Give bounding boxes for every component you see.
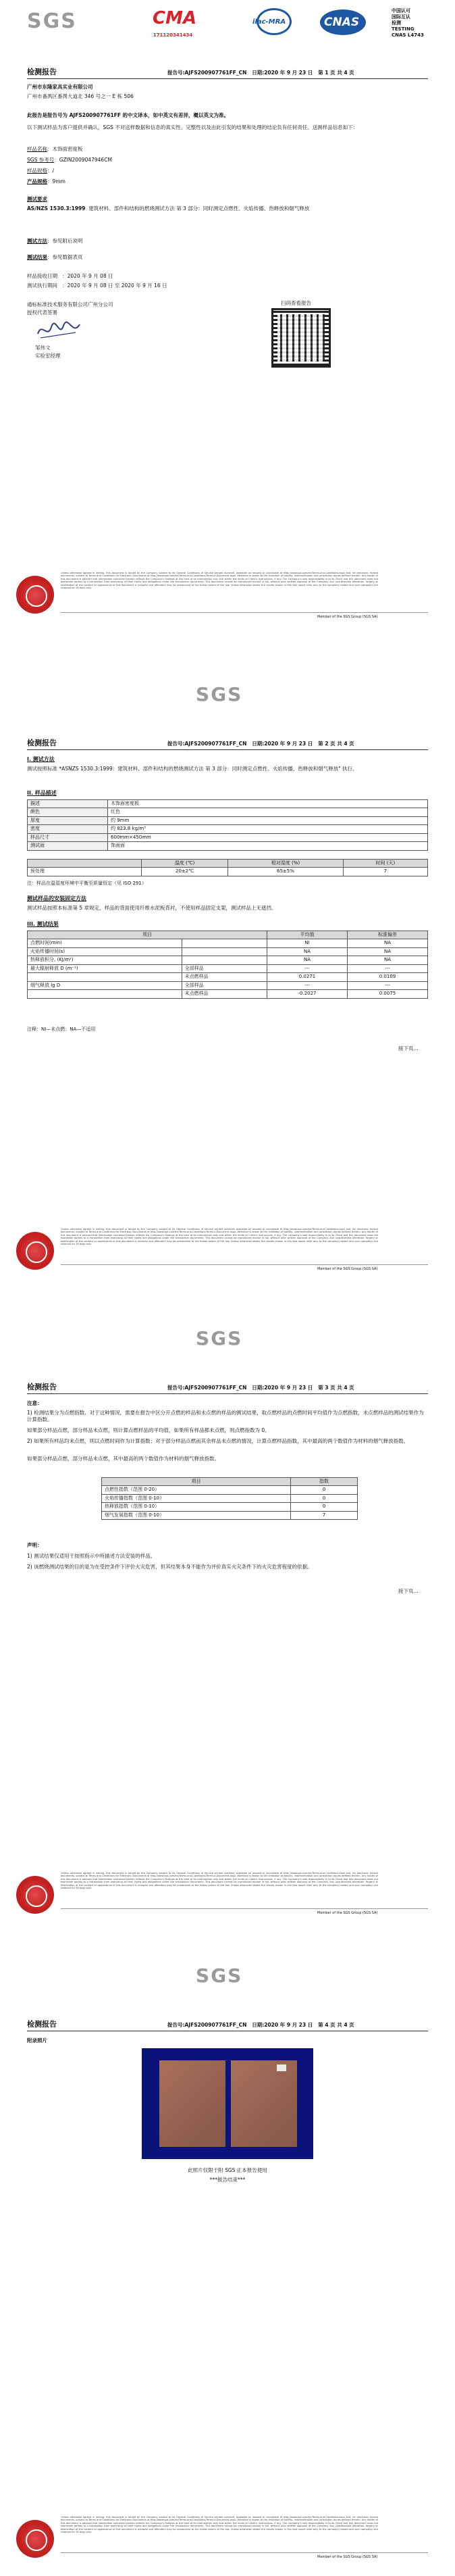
index-value: 7 bbox=[291, 1511, 358, 1519]
report-number: AJFS200907761FF_CN bbox=[184, 741, 247, 747]
result-std: --- bbox=[348, 964, 428, 972]
table-row bbox=[28, 939, 428, 947]
sgs-seal-icon bbox=[16, 1876, 54, 1914]
test-results-table bbox=[27, 931, 428, 999]
note-2b: 如果部分样品点燃，部分样品未点燃，其中最高的两个数值作为材料的烟气释放指数。 bbox=[27, 1456, 219, 1462]
sgs-seal-icon bbox=[16, 2520, 54, 2558]
sample-photo bbox=[231, 2060, 297, 2147]
table-row bbox=[102, 1503, 358, 1511]
sample-photo-frame bbox=[142, 2048, 313, 2159]
result-mean: -0.2027 bbox=[267, 990, 348, 998]
report-header-meta: 报告号:AJFS200907761FF_CN 日期:2020 年 9 月 23 日 第 4 页 共 4 页 bbox=[167, 2022, 354, 2028]
result-subitem bbox=[182, 956, 267, 964]
cma-logo bbox=[149, 7, 197, 43]
result-subitem: 全部样品 bbox=[182, 981, 267, 989]
report-number: AJFS200907761FF_CN bbox=[184, 1385, 247, 1391]
report-title: 检测报告 bbox=[27, 739, 57, 747]
conditioning-table bbox=[27, 859, 428, 876]
photo-caption: 此照片仅限于附 SGS 正本报告使用 bbox=[188, 2167, 267, 2173]
authorized-signature-label: 授权代表签署 bbox=[27, 309, 57, 316]
result-subitem: 全部样品 bbox=[182, 964, 267, 972]
footer-disclaimer: Unless otherwise agreed in writing, this document is issued by the Company subject to its General Conditions of Service printed overleaf, available on request or accessible at http://www.sgs.com/en/Terms-and-Conditions.aspx and, for electronic format documents, subject to Terms and Conditions for Electronic Documents at http://www.sgs.com/en/Terms-and-Conditions/Terms-e-Document.aspx. Attention is drawn to the limitation of liability, indemnification and jurisdiction issues defined therein. Any holder of this document is advised that information contained hereon reflects the Company's findings at the time of its intervention only and within the limits of Client's instructions, if any. The Company's sole responsibility is to its Client and this document does not exonerate parties to a transaction from exercising all their rights and obligations under the transaction documents. This document cannot be reproduced except in full, without prior written approval of the Company. Any unauthorized alteration, forgery or falsification of the content or appearance of this document is unlawful and offenders may be prosecuted to the fullest extent of the law. Unless otherwise stated the results shown in this test report refer only to the sample(s) tested and such sample(s) are retained for 30 days only. bbox=[61, 2516, 378, 2534]
desc-key: 厚度 bbox=[28, 816, 108, 824]
report-page-1 bbox=[0, 0, 455, 644]
qr-code-icon bbox=[271, 308, 331, 368]
index-value: 0 bbox=[291, 1503, 358, 1511]
page-indicator: 第 4 页 共 4 页 bbox=[318, 2022, 354, 2028]
result-item: 热释放积分, (KJ/m²) bbox=[28, 956, 182, 964]
table-row bbox=[102, 1511, 358, 1519]
section-mounting: 测试样品的安装固定方法 bbox=[27, 895, 86, 901]
note-2: 2) 如果所有样品均未点燃，则以点燃时间作为计算指数；对于部分样品点燃而其余样品未点燃的情况，计算点燃样品指数，其中最高的两个数值作为材料的烟气释放指数。 bbox=[27, 1438, 409, 1444]
result-mean: NA bbox=[267, 947, 348, 956]
report-title: 检测报告 bbox=[27, 1383, 57, 1391]
footer-disclaimer: Unless otherwise agreed in writing, this document is issued by the Company subject to its General Conditions of Service printed overleaf, available on request or accessible at http://www.sgs.com/en/Terms-and-Conditions.aspx and, for electronic format documents, subject to Terms and Conditions for Electronic Documents at http://www.sgs.com/en/Terms-and-Conditions/Terms-e-Document.aspx. Attention is drawn to the limitation of liability, indemnification and jurisdiction issues defined therein. Any holder of this document is advised that information contained hereon reflects the Company's findings at the time of its intervention only and within the limits of Client's instructions, if any. The Company's sole responsibility is to its Client and this document does not exonerate parties to a transaction from exercising all their rights and obligations under the transaction documents. This document cannot be reproduced except in full, without prior written approval of the Company. Any unauthorized alteration, forgery or falsification of the content or appearance of this document is unlawful and offenders may be prosecuted to the fullest extent of the law. Unless otherwise stated the results shown in this test report refer only to the sample(s) tested and such sample(s) are retained for 30 days only. bbox=[61, 1872, 378, 1890]
mounting-text: 测试样品按照本标准第 5 章规定，样品的背面使用纤维水泥板背衬，不使用样品固定支架，测试样品上无遮挡。 bbox=[27, 905, 277, 911]
result-subitem: 未点燃样品 bbox=[182, 973, 267, 981]
results-note: 注释：NI—未点燃；NA—不适用 bbox=[27, 1026, 96, 1032]
report-header-meta: 报告号:AJFS200907761FF_CN 日期:2020 年 9 月 23 日 第 3 页 共 4 页 bbox=[167, 1385, 354, 1391]
cnas-logo: CNAS bbox=[317, 7, 371, 43]
client-address: 广州市番禺区番禺大道北 346 号之一 E 栋 506 bbox=[27, 93, 134, 99]
sgs-seal-icon bbox=[16, 576, 54, 614]
table-row bbox=[28, 981, 428, 989]
sgs-logo: SGS bbox=[196, 683, 243, 705]
ilac-mra-logo: ilac-MRA bbox=[251, 8, 294, 42]
table-row bbox=[102, 1494, 358, 1502]
table-row bbox=[28, 800, 428, 808]
test-period-row: 测试执行期间 ：2020 年 9 月 08 日 至 2020 年 9 月 16 日 bbox=[27, 282, 167, 289]
results-header: 平均值 bbox=[267, 931, 348, 939]
cnas-accreditation-text: 中国认可 国际互认 检测 TESTING CNAS L4743 bbox=[392, 8, 424, 39]
result-subitem: 未点燃样品 bbox=[182, 990, 267, 998]
table-row bbox=[28, 990, 428, 998]
signer-name: 邹伟文 bbox=[35, 345, 51, 351]
cond-cell: 预处理 bbox=[28, 868, 142, 876]
desc-value: 饰面面 bbox=[108, 842, 428, 850]
result-item bbox=[28, 973, 182, 981]
translation-note: 此报告是报告号为 AJFS200907761FF 的中文译本，如中英文有差异，概以英文为准。 bbox=[27, 112, 230, 118]
report-date: 2020 年 9 月 23 日 bbox=[264, 741, 313, 747]
page-indicator: 第 1 页 共 4 页 bbox=[318, 70, 354, 76]
remarks-heading: 声明： bbox=[27, 1542, 43, 1548]
result-subitem bbox=[182, 947, 267, 956]
result-std: 0.0075 bbox=[348, 990, 428, 998]
report-number: AJFS200907761FF_CN bbox=[184, 2022, 247, 2028]
results-header: 项目 bbox=[28, 931, 267, 939]
product-spec-row: 产品规格：9mm bbox=[27, 178, 65, 184]
signer-title: 实验室经理 bbox=[35, 353, 61, 359]
report-header-meta: 报告号:AJFS200907761FF_CN 日期:2020 年 9 月 23 日 第 2 页 共 4 页 bbox=[167, 741, 354, 747]
continued-label: 接下页... bbox=[398, 1045, 419, 1051]
result-mean: NA bbox=[267, 956, 348, 964]
result-mean: NI bbox=[267, 939, 348, 947]
footer-member: Member of the SGS Group (SGS SA) bbox=[317, 2555, 378, 2559]
sample-photo bbox=[159, 2060, 225, 2147]
section-test-method: I. 测试方法 bbox=[27, 756, 55, 762]
appendix-photo-label: 附录照片 bbox=[27, 2037, 47, 2044]
result-mean: --- bbox=[267, 964, 348, 972]
report-header-meta: 报告号:AJFS200907761FF_CN 日期:2020 年 9 月 23 日 第 1 页 共 4 页 bbox=[167, 70, 354, 76]
result-std: 0.0109 bbox=[348, 973, 428, 981]
desc-key: 样品尺寸 bbox=[28, 833, 108, 841]
result-item: 最大辐射释放 D (m⁻¹) bbox=[28, 964, 182, 972]
result-std: NA bbox=[348, 939, 428, 947]
remark-1: 1) 测试结果仅适用于按照指示中所描述方法安装的样品。 bbox=[27, 1553, 156, 1559]
signing-organization: 通标标准技术服务有限公司广州分公司 bbox=[27, 301, 113, 307]
desc-key: 描述 bbox=[28, 800, 108, 808]
desc-key: 测试面 bbox=[28, 842, 108, 850]
index-item: 火焰传播指数（范围 0-10） bbox=[102, 1494, 291, 1502]
cma-number: 171120341434 bbox=[153, 32, 193, 38]
conditioning-note: 注：样品在温湿度环境中平衡至质量恒定（见 ISO 291） bbox=[27, 881, 146, 886]
desc-value: 600mm×450mm bbox=[108, 833, 428, 841]
signature-icon bbox=[35, 319, 82, 342]
desc-value: 约 823.8 kg/m³ bbox=[108, 825, 428, 833]
report-page-2 bbox=[0, 644, 455, 1288]
table-row bbox=[28, 842, 428, 850]
desc-value: 木饰面密度板 bbox=[108, 800, 428, 808]
index-value: 0 bbox=[291, 1486, 358, 1494]
cond-cell: 65±5% bbox=[228, 868, 344, 876]
qr-caption: 扫码查看报告 bbox=[281, 300, 311, 306]
page-indicator: 第 2 页 共 4 页 bbox=[318, 741, 354, 747]
sgs-seal-icon bbox=[16, 1232, 54, 1270]
test-method-row: 测试方法：参见附后说明 bbox=[27, 238, 83, 244]
result-item: 点燃时间(min) bbox=[28, 939, 182, 947]
cond-cell: 7 bbox=[343, 868, 427, 876]
table-row bbox=[28, 808, 428, 816]
result-item bbox=[28, 990, 182, 998]
table-row bbox=[28, 973, 428, 981]
note-1b: 如果部分样品点燃，部分样品未点燃，则计算点燃样品的平均值，如果所有样品都未点燃，则点燃指数为 0。 bbox=[27, 1427, 270, 1433]
index-item: 点燃性指数（范围 0-20） bbox=[102, 1486, 291, 1494]
table-row bbox=[102, 1486, 358, 1494]
page-indicator: 第 3 页 共 4 页 bbox=[318, 1385, 354, 1391]
note-1: 1) 检测结果分为点燃指数、对于这种情况，需要在报告中区分开点燃的样品和未点燃的样品的测试结果，取点燃样品的点燃时间平均值作为点燃指数，未点燃样品的测试结果作为计算指数。 bbox=[27, 1410, 424, 1423]
cma-mark: CMA bbox=[153, 8, 197, 28]
footer-member: Member of the SGS Group (SGS SA) bbox=[317, 1267, 378, 1271]
report-number: AJFS200907761FF_CN bbox=[184, 70, 247, 76]
section-test-results: III. 测试结果 bbox=[27, 921, 59, 927]
client-company: 广州市东隆家具实业有限公司 bbox=[27, 84, 93, 90]
result-subitem bbox=[182, 939, 267, 947]
sgs-logo: SGS bbox=[196, 1964, 243, 1987]
sample-name-row: 样品名称：木饰面密度板 bbox=[27, 146, 83, 152]
report-date: 2020 年 9 月 23 日 bbox=[264, 1385, 313, 1391]
index-header: 项目 bbox=[102, 1478, 291, 1486]
table-row bbox=[28, 816, 428, 824]
table-row bbox=[28, 833, 428, 841]
report-date: 2020 年 9 月 23 日 bbox=[264, 2022, 313, 2028]
table-row bbox=[28, 947, 428, 956]
report-title: 检测报告 bbox=[27, 68, 57, 76]
table-row bbox=[28, 825, 428, 833]
table-row bbox=[28, 964, 428, 972]
result-std: --- bbox=[348, 981, 428, 989]
result-item: 烟气释放 lg D bbox=[28, 981, 182, 989]
sgs-logo: SGS bbox=[27, 9, 77, 33]
sample-disclaimer: 以下测试样品为客户提供并确认，SGS 不对送样数据和信息的真实性、完整性以及由此引发的结果和处理的结论负有任何责任。送测样品信息如下： bbox=[27, 124, 358, 130]
cond-header bbox=[28, 860, 142, 868]
footer-disclaimer: Unless otherwise agreed in writing, this document is issued by the Company subject to its General Conditions of Service printed overleaf, available on request or accessible at http://www.sgs.com/en/Terms-and-Conditions.aspx and, for electronic format documents, subject to Terms and Conditions for Electronic Documents at http://www.sgs.com/en/Terms-and-Conditions/Terms-e-Document.aspx. Attention is drawn to the limitation of liability, indemnification and jurisdiction issues defined therein. Any holder of this document is advised that information contained hereon reflects the Company's findings at the time of its intervention only and within the limits of Client's instructions, if any. The Company's sole responsibility is to its Client and this document does not exonerate parties to a transaction from exercising all their rights and obligations under the transaction documents. This document cannot be reproduced except in full, without prior written approval of the Company. Any unauthorized alteration, forgery or falsification of the content or appearance of this document is unlawful and offenders may be prosecuted to the fullest extent of the law. Unless otherwise stated the results shown in this test report refer only to the sample(s) tested and such sample(s) are retained for 30 days only. bbox=[61, 572, 378, 590]
result-mean: 0.0271 bbox=[267, 973, 348, 981]
table-row bbox=[28, 956, 428, 964]
footer-member: Member of the SGS Group (SGS SA) bbox=[317, 1911, 378, 1915]
index-item: 烟气发展指数（范围 0-10） bbox=[102, 1511, 291, 1519]
test-method-text: 测试按照标准 *ASNZS 1530.3:1999：建筑材料、部件和结构的燃烧测试方法 第 3 部分：同时测定点燃性、火焰传播、热释放和烟气释放" 执行。 bbox=[27, 766, 358, 772]
index-header: 指数 bbox=[291, 1478, 358, 1486]
report-date: 2020 年 9 月 23 日 bbox=[264, 70, 313, 76]
continued-label: 接下页... bbox=[398, 1588, 419, 1594]
result-std: NA bbox=[348, 947, 428, 956]
receive-date-row: 样品接收日期 ：2020 年 9 月 08 日 bbox=[27, 273, 113, 279]
notes-heading: 注意： bbox=[27, 1400, 43, 1406]
desc-key: 密度 bbox=[28, 825, 108, 833]
sgs-logo: SGS bbox=[196, 1327, 243, 1349]
report-page-4 bbox=[0, 1932, 455, 2576]
remark-2: 2) 该燃烧测试结果的目的是为在受控条件下评价火灾危害，但其结果本身不能作为评价真实火灾条件下的火灾危害程度的依据。 bbox=[27, 1564, 313, 1570]
report-page-3 bbox=[0, 1288, 455, 1932]
index-table bbox=[101, 1477, 358, 1520]
cond-header: 相对湿度 (%) bbox=[228, 860, 344, 868]
result-std: NA bbox=[348, 956, 428, 964]
index-value: 0 bbox=[291, 1494, 358, 1502]
cond-header: 时间 (天) bbox=[343, 860, 427, 868]
result-item: 火焰传播时间(s) bbox=[28, 947, 182, 956]
sample-spec-row: 样品规格：/ bbox=[27, 168, 55, 174]
test-result-row: 测试结果：参见数据表页 bbox=[27, 254, 83, 260]
desc-key: 颜色 bbox=[28, 808, 108, 816]
result-mean: --- bbox=[267, 981, 348, 989]
cond-header: 温度 (℃) bbox=[142, 860, 228, 868]
section-sample-description: II. 样品描述 bbox=[27, 790, 57, 796]
desc-value: 约 9mm bbox=[108, 816, 428, 824]
index-item: 热释放指数（范围 0-10） bbox=[102, 1503, 291, 1511]
test-requirement: AS/NZS 1530.3:1999 建筑材料、部件和结构的燃烧测试方法 第 3 部分：同时测定点燃性、火焰传播、热释放和烟气释放 bbox=[27, 205, 310, 212]
sample-description-table bbox=[27, 799, 428, 851]
report-title: 检测报告 bbox=[27, 2020, 57, 2029]
footer-disclaimer: Unless otherwise agreed in writing, this document is issued by the Company subject to its General Conditions of Service printed overleaf, available on request or accessible at http://www.sgs.com/en/Terms-and-Conditions.aspx and, for electronic format documents, subject to Terms and Conditions for Electronic Documents at http://www.sgs.com/en/Terms-and-Conditions/Terms-e-Document.aspx. Attention is drawn to the limitation of liability, indemnification and jurisdiction issues defined therein. Any holder of this document is advised that information contained hereon reflects the Company's findings at the time of its intervention only and within the limits of Client's instructions, if any. The Company's sole responsibility is to its Client and this document does not exonerate parties to a transaction from exercising all their rights and obligations under the transaction documents. This document cannot be reproduced except in full, without prior written approval of the Company. Any unauthorized alteration, forgery or falsification of the content or appearance of this document is unlawful and offenders may be prosecuted to the fullest extent of the law. Unless otherwise stated the results shown in this test report refer only to the sample(s) tested and such sample(s) are retained for 30 days only. bbox=[61, 1228, 378, 1246]
report-end: ***报告结束*** bbox=[209, 2177, 246, 2183]
results-header: 标准偏差 bbox=[348, 931, 428, 939]
sgs-ref-row: SGS 参考号：GZIN2009047946CM bbox=[27, 157, 112, 163]
footer-member: Member of the SGS Group (SGS SA) bbox=[317, 615, 378, 619]
desc-value: 红色 bbox=[108, 808, 428, 816]
cond-cell: 20±2℃ bbox=[142, 868, 228, 876]
test-requirement-label: 测试要求 bbox=[27, 196, 47, 202]
